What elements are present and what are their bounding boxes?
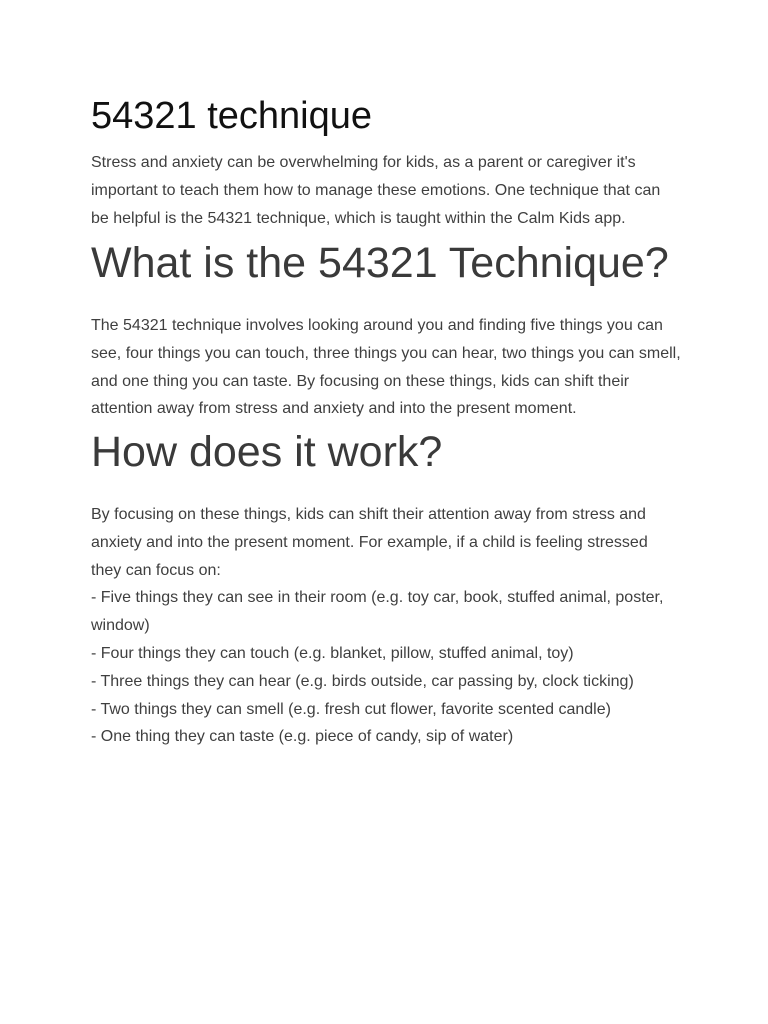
section-body-how-it-works: By focusing on these things, kids can shift their attention away from stress and anxiety and into the present moment. For example, if a child is feeling stressed they can focus on:	[91, 506, 648, 579]
list-item: - Five things they can see in their room (e.g. toy car, book, stuffed animal, poster, window)	[91, 589, 664, 635]
list-item: - Three things they can hear (e.g. birds outside, car passing by, clock ticking)	[91, 672, 634, 690]
intro-paragraph: Stress and anxiety can be overwhelming for kids, as a parent or caregiver it's important to teach them how to manage these emotions. One technique that can be helpful is the 54321 technique, which is taught within the Calm Kids app.	[91, 154, 661, 227]
section-content-how-it-works	[91, 501, 681, 751]
page-title: 54321 technique	[91, 95, 373, 137]
section-heading-how-it-works: How does it work?	[91, 428, 443, 476]
section-heading-what-is: What is the 54321 Technique?	[91, 239, 669, 287]
list-item: - Four things they can touch (e.g. blanket, pillow, stuffed animal, toy)	[91, 644, 574, 662]
senses-list	[91, 584, 681, 751]
section-body-what-is: The 54321 technique involves looking around you and finding five things you can see, four things you can touch, three things you can hear, two things you can smell, and one thing you can taste. By focusing on these things, kids can shift their attention away from stress and anxiety and into the present moment.	[91, 317, 681, 418]
list-item: - One thing they can taste (e.g. piece of candy, sip of water)	[91, 728, 514, 746]
list-item: - Two things they can smell (e.g. fresh cut flower, favorite scented candle)	[91, 700, 611, 718]
